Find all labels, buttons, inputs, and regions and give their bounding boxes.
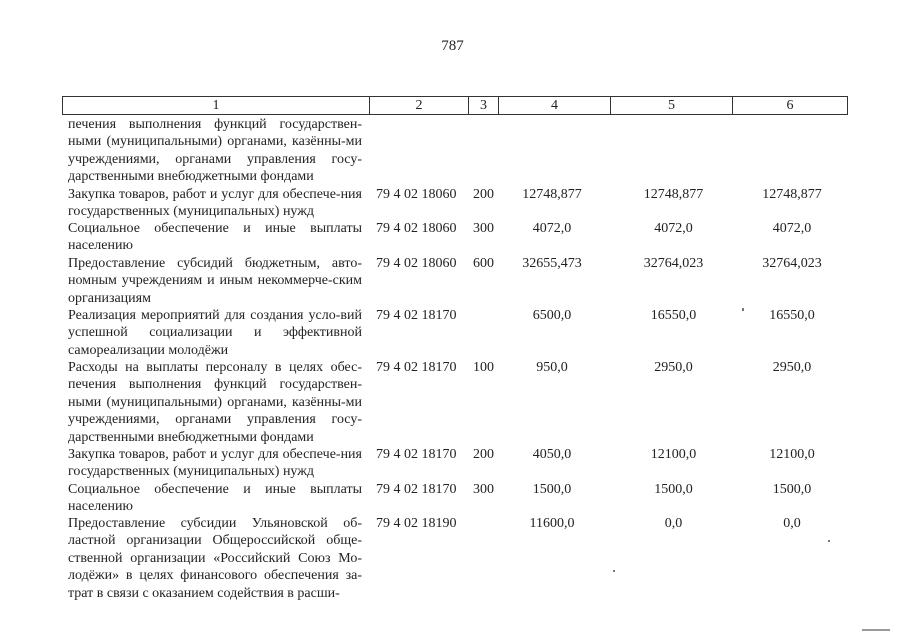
row-name: Закупка товаров, работ и услуг для обеспече-ния государственных (муниципальных) нужд [68,187,362,220]
column-header-5: 5 [611,97,733,115]
row-value-col6: 12100,0 [769,447,815,462]
row-value-col6: 16550,0 [769,308,815,323]
row-code: 79 4 02 18060 [376,256,457,271]
row-value-col5: 16550,0 [650,308,697,323]
row-value-col5: 12100,0 [650,447,697,462]
scan-speck [828,540,830,542]
row-expense-type: 200 [473,187,494,202]
row-expense-type: 100 [473,360,494,375]
row-value-col6: 32764,023 [762,256,822,271]
row-value-col4: 32655,473 [522,256,582,271]
row-expense-type: 300 [473,221,494,236]
row-name: Предоставление субсидий бюджетным, авто-номным учреждениям и иным некоммерче-ским организациям [68,256,362,306]
row-value-col6: 12748,877 [762,187,822,202]
row-expense-type: 300 [473,482,494,497]
row-value-col4: 950,0 [536,360,568,375]
row-value-col5: 0,0 [664,516,683,531]
column-header-1: 1 [63,97,370,115]
row-name: Реализация мероприятий для создания усло-вий успешной социализации и эффективной самореализации молодёжи [68,308,362,358]
row-value-col4: 12748,877 [522,187,582,202]
scan-speck [742,308,744,311]
row-value-col6: 0,0 [783,516,801,531]
row-value-col4: 6500,0 [532,308,572,323]
row-value-col6: 2950,0 [772,360,812,375]
scan-edge-mark [862,629,890,631]
row-value-col5: 4072,0 [654,221,693,236]
row-value-col5: 12748,877 [643,187,704,202]
row-code: 79 4 02 18190 [376,516,457,531]
row-name: Расходы на выплаты персоналу в целях обес-печения выполнения функций государствен-ными (муниципальными) органами, казённы-ми учреждениями, органами управления госу-дарственными внебюджетными фондами [68,360,362,445]
row-code: 79 4 02 18170 [376,360,457,375]
row-value-col5: 32764,023 [643,256,704,271]
column-header-6: 6 [733,97,848,115]
column-header-3: 3 [469,97,499,115]
row-name: Предоставление субсидии Ульяновской об-ластной организации Общероссийской обще-ственной организации «Российский Союз Мо-лодёжи» в целях финансового обеспечения за-трат в связи с оказанием содействия в расши- [68,516,362,601]
row-code: 79 4 02 18060 [376,221,457,236]
page-number: 787 [441,38,464,54]
row-value-col4: 11600,0 [529,516,575,531]
scan-speck [613,570,615,572]
row-value-col5: 1500,0 [654,482,693,497]
row-value-col4: 4072,0 [532,221,572,236]
row-name: Закупка товаров, работ и услуг для обеспече-ния государственных (муниципальных) нужд [68,447,362,480]
row-name: печения выполнения функций государствен-ными (муниципальными) органами, казённы-ми учреждениями, органами управления госу-дарственными внебюджетными фондами [68,117,362,185]
row-value-col6: 1500,0 [772,482,812,497]
row-code: 79 4 02 18170 [376,308,457,323]
column-header-4: 4 [499,97,611,115]
row-value-col4: 1500,0 [532,482,572,497]
row-code: 79 4 02 18170 [376,482,457,497]
row-value-col4: 4050,0 [532,447,572,462]
column-header-2: 2 [370,97,469,115]
row-code: 79 4 02 18170 [376,447,457,462]
row-name: Социальное обеспечение и иные выплаты населению [68,221,362,254]
row-code: 79 4 02 18060 [376,187,457,202]
row-expense-type: 600 [473,256,494,271]
row-value-col6: 4072,0 [772,221,812,236]
row-expense-type: 200 [473,447,494,462]
row-name: Социальное обеспечение и иные выплаты населению [68,482,362,515]
row-value-col5: 2950,0 [654,360,693,375]
